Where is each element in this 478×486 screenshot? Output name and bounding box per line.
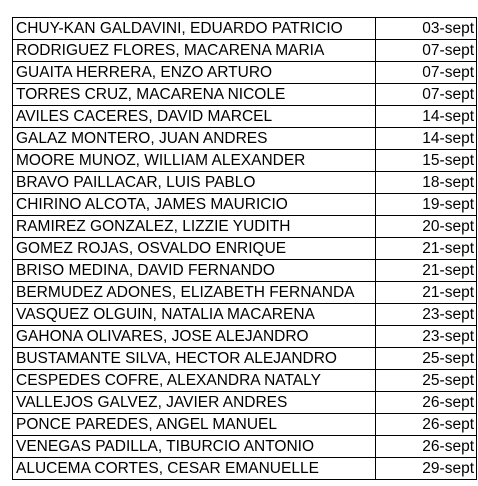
person-name-cell: GOMEZ ROJAS, OSVALDO ENRIQUE [13,238,376,260]
table-row [13,40,477,62]
date-cell: 25-sept [376,348,477,370]
table-row [13,216,477,238]
date-cell: 21-sept [376,238,477,260]
table-row [13,392,477,414]
person-name-cell: RAMIREZ GONZALEZ, LIZZIE YUDITH [13,216,376,238]
table-row [13,326,477,348]
person-name-cell: VALLEJOS GALVEZ, JAVIER ANDRES [13,392,376,414]
table-row [13,106,477,128]
person-name-cell: BUSTAMANTE SILVA, HECTOR ALEJANDRO [13,348,376,370]
date-cell: 20-sept [376,216,477,238]
date-cell: 07-sept [376,62,477,84]
date-cell: 07-sept [376,84,477,106]
table-row [13,18,477,40]
date-cell: 26-sept [376,436,477,458]
table-row [13,62,477,84]
date-cell: 29-sept [376,458,477,480]
table-row [13,194,477,216]
person-name-cell: VASQUEZ OLGUIN, NATALIA MACARENA [13,304,376,326]
person-name-cell: CESPEDES COFRE, ALEXANDRA NATALY [13,370,376,392]
person-name-cell: CHIRINO ALCOTA, JAMES MAURICIO [13,194,376,216]
date-cell: 26-sept [376,392,477,414]
table-body [13,18,477,480]
person-name-cell: CHUY-KAN GALDAVINI, EDUARDO PATRICIO [13,18,376,40]
table-row [13,172,477,194]
table-row [13,370,477,392]
table-row [13,282,477,304]
table-row [13,84,477,106]
person-name-cell: ALUCEMA CORTES, CESAR EMANUELLE [13,458,376,480]
person-name-cell: BERMUDEZ ADONES, ELIZABETH FERNANDA [13,282,376,304]
date-cell: 14-sept [376,106,477,128]
date-cell: 07-sept [376,40,477,62]
date-cell: 21-sept [376,260,477,282]
table-row [13,150,477,172]
table-row [13,348,477,370]
date-cell: 19-sept [376,194,477,216]
person-name-cell: AVILES CACERES, DAVID MARCEL [13,106,376,128]
date-cell: 23-sept [376,304,477,326]
person-name-cell: GALAZ MONTERO, JUAN ANDRES [13,128,376,150]
table-row [13,238,477,260]
date-cell: 26-sept [376,414,477,436]
person-name-cell: GUAITA HERRERA, ENZO ARTURO [13,62,376,84]
birthday-table [12,17,477,480]
date-cell: 23-sept [376,326,477,348]
person-name-cell: RODRIGUEZ FLORES, MACARENA MARIA [13,40,376,62]
date-cell: 14-sept [376,128,477,150]
table-row [13,128,477,150]
person-name-cell: MOORE MUNOZ, WILLIAM ALEXANDER [13,150,376,172]
date-cell: 21-sept [376,282,477,304]
person-name-cell: GAHONA OLIVARES, JOSE ALEJANDRO [13,326,376,348]
person-name-cell: TORRES CRUZ, MACARENA NICOLE [13,84,376,106]
table-row [13,260,477,282]
person-name-cell: PONCE PAREDES, ANGEL MANUEL [13,414,376,436]
date-cell: 18-sept [376,172,477,194]
person-name-cell: BRISO MEDINA, DAVID FERNANDO [13,260,376,282]
table-row [13,414,477,436]
date-cell: 03-sept [376,18,477,40]
table-row [13,436,477,458]
table-row [13,458,477,480]
date-cell: 25-sept [376,370,477,392]
table-row [13,304,477,326]
date-cell: 15-sept [376,150,477,172]
person-name-cell: BRAVO PAILLACAR, LUIS PABLO [13,172,376,194]
person-name-cell: VENEGAS PADILLA, TIBURCIO ANTONIO [13,436,376,458]
